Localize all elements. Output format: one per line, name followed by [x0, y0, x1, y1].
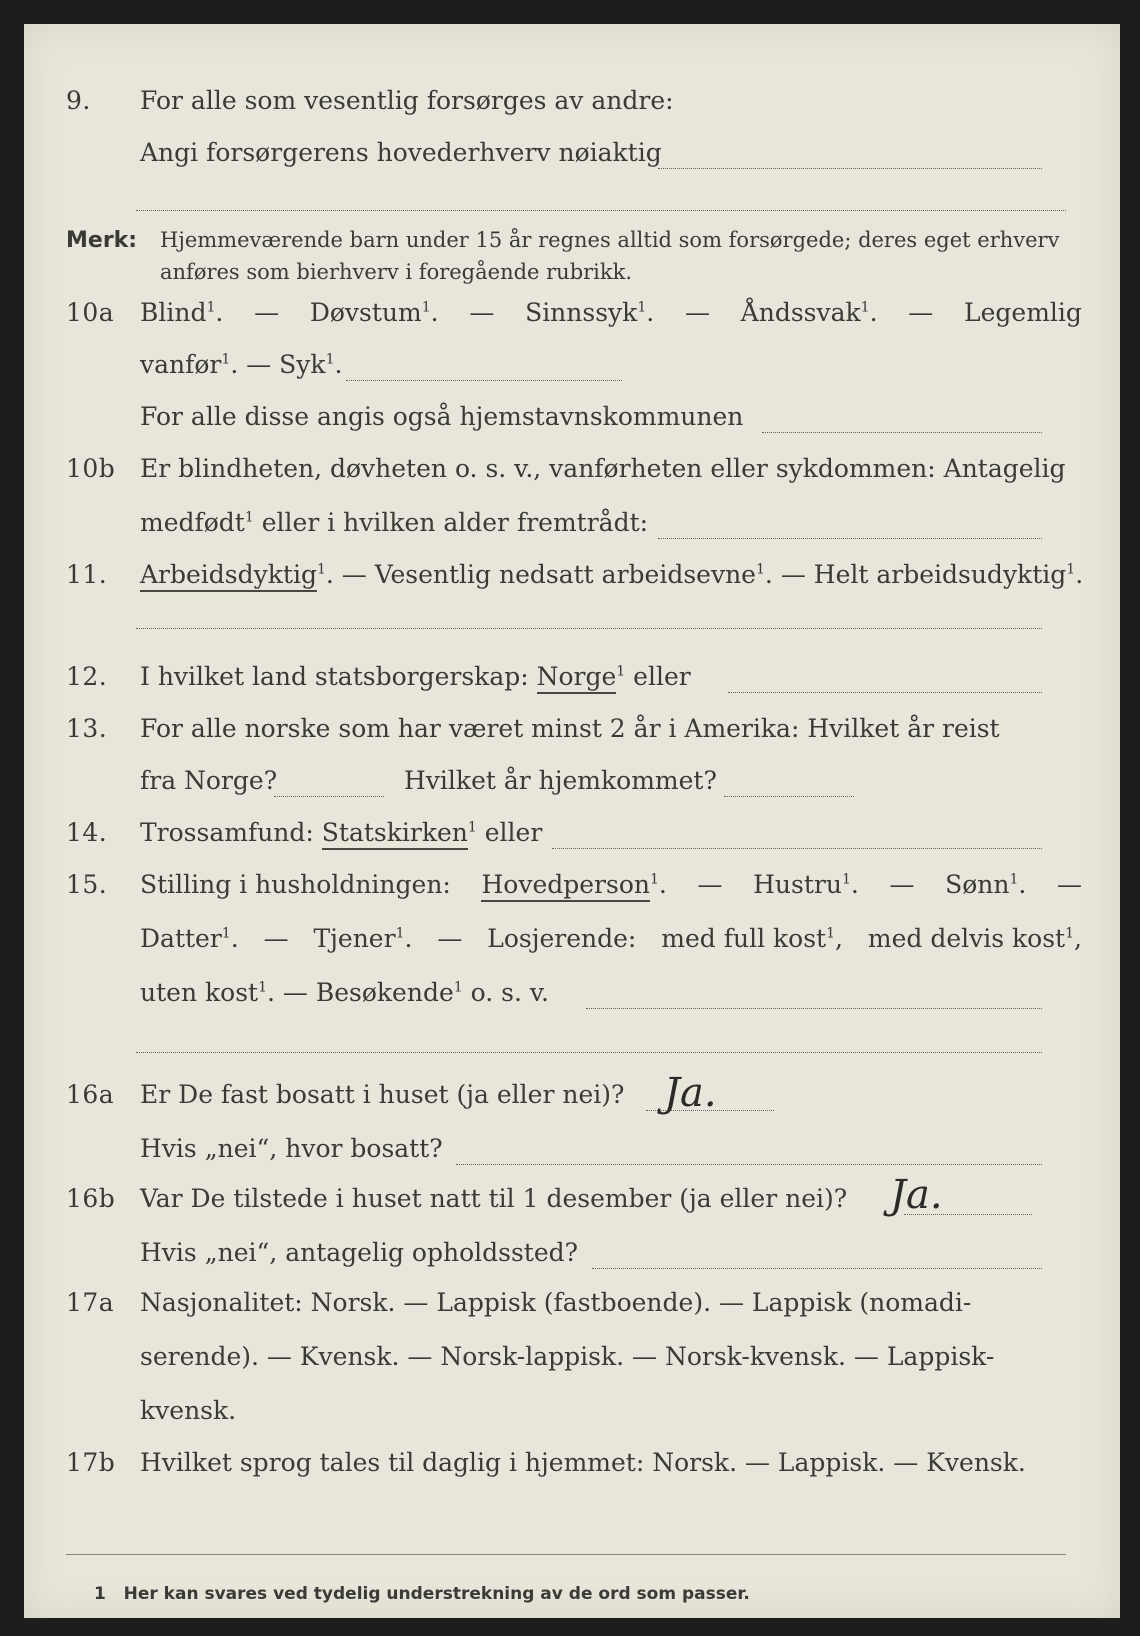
- question-text: vanfør$^1$. — Syk$^1$.: [140, 350, 343, 379]
- question-number: 10b: [66, 454, 116, 483]
- footnote-mark: 1: [94, 1584, 106, 1604]
- question-text: uten kost$^1$. — Besøkende$^1$ o. s. v.: [140, 978, 549, 1007]
- question-text: Blind$^1$. — Døvstum$^1$. — Sinnssyk$^1$. — Åndssvak$^1$. — Legemlig: [140, 298, 1082, 327]
- question-text: For alle norske som har været minst 2 år i Amerika: Hvilket år reist: [140, 714, 1000, 743]
- answer-line[interactable]: [658, 168, 1042, 169]
- question-9-line2: [24, 138, 1120, 182]
- question-10b-line2: [24, 508, 1120, 552]
- question-15-line2: [24, 924, 1120, 968]
- question-text: Datter$^1$. — Tjener$^1$. — Losjerende: med full kost$^1$, med delvis kost$^1$,: [140, 924, 1082, 953]
- answer-line[interactable]: [136, 210, 1066, 211]
- question-16b-line2: [24, 1238, 1120, 1282]
- underlined-answer: Norge: [537, 662, 617, 694]
- question-text: Angi forsørgerens hovederhverv nøiaktig: [140, 138, 662, 167]
- question-15-line3: [24, 978, 1120, 1022]
- question-17a: [24, 1288, 1120, 1332]
- question-text: medfødt$^1$ eller i hvilken alder fremtrådt:: [140, 508, 649, 537]
- question-17a-line3: [24, 1396, 1120, 1440]
- question-text: Hvis „nei“, antagelig opholdssted?: [140, 1238, 579, 1267]
- question-text: Stilling i husholdningen: Hovedperson$^1$. — Hustru$^1$. — Sønn$^1$. —: [140, 870, 1082, 899]
- question-text: Var De tilstede i huset natt til 1 desember (ja eller nei)?: [140, 1184, 848, 1213]
- question-text: Hvilket sprog tales til daglig i hjemmet: Norsk. — Lappisk. — Kvensk.: [140, 1448, 1026, 1477]
- question-number: 17a: [66, 1288, 115, 1317]
- question-number: 16b: [66, 1184, 116, 1213]
- question-number: 11.: [66, 560, 108, 589]
- footnote-text: Her kan svares ved tydelig understrekning av de ord som passer.: [123, 1584, 750, 1604]
- answer-line[interactable]: [592, 1268, 1042, 1269]
- question-10a-line3: [24, 402, 1120, 446]
- underlined-answer: Arbeidsdyktig: [140, 560, 317, 592]
- question-number: 15.: [66, 870, 108, 899]
- note-label: Merk:: [66, 228, 138, 253]
- question-17b: [24, 1448, 1120, 1492]
- question-11: [24, 560, 1120, 604]
- question-number: 13.: [66, 714, 108, 743]
- question-14: [24, 818, 1120, 862]
- question-number: 10a: [66, 298, 115, 327]
- answer-line[interactable]: [552, 848, 1042, 849]
- note-text: anføres som bierhverv i foregående rubrikk.: [160, 260, 633, 284]
- question-15: [24, 870, 1120, 914]
- question-text: kvensk.: [140, 1396, 237, 1425]
- question-text: For alle som vesentlig forsørges av andre:: [140, 86, 674, 115]
- answer-line[interactable]: [136, 628, 1042, 629]
- answer-line[interactable]: [136, 1052, 1042, 1053]
- underlined-answer: Hovedperson: [481, 870, 650, 902]
- answer-line[interactable]: [586, 1008, 1042, 1009]
- question-text: Nasjonalitet: Norsk. — Lappisk (fastboende). — Lappisk (nomadi-: [140, 1288, 972, 1317]
- question-13-line2: [24, 766, 1120, 810]
- question-13: [24, 714, 1120, 758]
- question-17a-line2: [24, 1342, 1120, 1386]
- census-form-page: [24, 24, 1120, 1618]
- answer-line[interactable]: [456, 1164, 1042, 1165]
- question-16b: [24, 1184, 1120, 1228]
- question-number: 17b: [66, 1448, 116, 1477]
- question-16a-line2: [24, 1134, 1120, 1178]
- question-text: Arbeidsdyktig$^1$. — Vesentlig nedsatt arbeidsevne$^1$. — Helt arbeidsudyktig$^1$.: [140, 560, 1083, 589]
- question-number: 16a: [66, 1080, 115, 1109]
- underlined-answer: Statskirken: [322, 818, 468, 850]
- question-text: Trossamfund: Statskirken$^1$ eller: [140, 818, 542, 847]
- question-10a: [24, 298, 1120, 342]
- note-text: Hjemmeværende barn under 15 år regnes alltid som forsørgede; deres eget erhverv: [160, 228, 1060, 252]
- footnote: [94, 1584, 750, 1604]
- question-12: [24, 662, 1120, 706]
- question-text: Hvilket år hjemkommet?: [404, 766, 717, 795]
- handwritten-answer: Ja.: [664, 1070, 717, 1116]
- answer-line[interactable]: [346, 380, 622, 381]
- question-number: 9.: [66, 86, 91, 115]
- question-text: Er blindheten, døvheten o. s. v., vanførheten eller sykdommen: Antagelig: [140, 454, 1066, 483]
- handwritten-answer: Ja.: [890, 1172, 943, 1218]
- answer-line[interactable]: [762, 432, 1042, 433]
- question-text: Er De fast bosatt i huset (ja eller nei)?: [140, 1080, 625, 1109]
- answer-line[interactable]: [658, 538, 1042, 539]
- question-text: For alle disse angis også hjemstavnskommunen: [140, 402, 744, 431]
- footnote-divider: [66, 1554, 1066, 1555]
- question-16a: [24, 1080, 1120, 1124]
- answer-line[interactable]: [724, 796, 854, 797]
- question-text: fra Norge?: [140, 766, 278, 795]
- question-number: 14.: [66, 818, 108, 847]
- answer-line[interactable]: [728, 692, 1042, 693]
- question-9: [24, 86, 1120, 130]
- question-text: I hvilket land statsborgerskap: Norge$^1$ eller: [140, 662, 691, 691]
- question-number: 12.: [66, 662, 108, 691]
- question-text: Hvis „nei“, hvor bosatt?: [140, 1134, 443, 1163]
- question-10a-line2: [24, 350, 1120, 394]
- question-10b: [24, 454, 1120, 498]
- question-text: serende). — Kvensk. — Norsk-lappisk. — Norsk-kvensk. — Lappisk-: [140, 1342, 995, 1371]
- answer-line[interactable]: [274, 796, 384, 797]
